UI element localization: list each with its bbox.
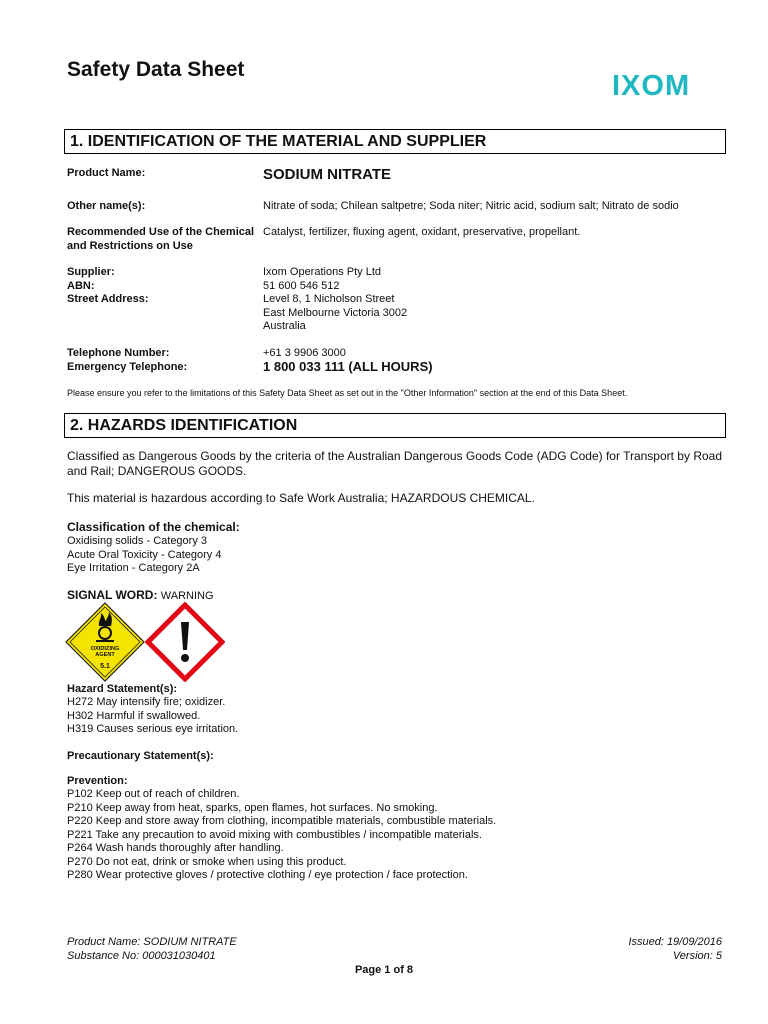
prevention-statement: P221 Take any precaution to avoid mixing with combustibles / incompatible materials.	[67, 828, 482, 841]
emergency-telephone-value: 1 800 033 111 (ALL HOURS)	[263, 359, 433, 374]
ixom-logo: IXOM	[612, 70, 691, 102]
street-address-label: Street Address:	[67, 293, 149, 305]
footer-issued-date: Issued: 19/09/2016	[628, 936, 722, 948]
classification-list	[67, 535, 221, 576]
signal-word	[67, 588, 214, 602]
address-line: Australia	[263, 320, 306, 332]
recommended-use-label-line: Recommended Use of the Chemical	[67, 226, 255, 238]
limitations-note: Please ensure you refer to the limitations of this Safety Data Sheet as set out in the "Other Information" section at the end of this Data Sheet.	[67, 388, 628, 398]
pictogram-text-oxidizing: OXIDIZING	[90, 646, 120, 652]
prevention-statement: P102 Keep out of reach of children.	[67, 788, 240, 800]
address-line: Level 8, 1 Nicholson Street	[263, 293, 395, 305]
prevention-statement: P264 Wash hands thoroughly after handling.	[67, 842, 284, 854]
telephone-labels	[67, 347, 187, 374]
abn-label: ABN:	[67, 279, 95, 292]
footer-issue-info	[628, 936, 722, 963]
section-1-heading: 1. IDENTIFICATION OF THE MATERIAL AND SUPPLIER	[64, 129, 726, 154]
recommended-use-value: Catalyst, fertilizer, fluxing agent, oxidant, preservative, propellant.	[263, 226, 581, 238]
hazard-statement: H302 Harmful if swallowed.	[67, 709, 201, 722]
prevention-statement: P210 Keep away from heat, sparks, open flames, hot surfaces. No smoking.	[67, 801, 438, 814]
footer-product-name: Product Name: SODIUM NITRATE	[67, 936, 237, 948]
abn-value: 51 600 546 512	[263, 279, 340, 292]
dangerous-goods-paragraph: Classified as Dangerous Goods by the criteria of the Australian Dangerous Goods Code (ADG Code) for Transport by Road and Rail; DANGEROUS GOODS.	[67, 449, 723, 478]
classification-heading: Classification of the chemical:	[67, 520, 240, 534]
signal-word-label: SIGNAL WORD:	[67, 588, 158, 602]
hazard-statement: H272 May intensify fire; oxidizer.	[67, 696, 226, 708]
product-name-value: SODIUM NITRATE	[263, 166, 392, 183]
footer-substance-no: Substance No: 000031030401	[67, 949, 216, 962]
prevention-heading: Prevention:	[67, 775, 128, 787]
supplier-values	[263, 266, 407, 334]
footer-version: Version: 5	[672, 949, 722, 962]
pictogram-text-agent: AGENT	[95, 652, 115, 658]
hazard-statements-heading: Hazard Statement(s):	[67, 683, 178, 695]
recommended-use-label	[67, 226, 254, 253]
telephone-label: Telephone Number:	[67, 347, 170, 359]
signal-word-value: WARNING	[160, 590, 214, 602]
prevention-list	[67, 788, 496, 883]
other-names-label: Other name(s):	[67, 200, 146, 212]
prevention-statement: P220 Keep and store away from clothing, incompatible materials, combustible materials.	[67, 815, 497, 827]
section-2-heading: 2. HAZARDS IDENTIFICATION	[64, 413, 726, 438]
prevention-statement: P270 Do not eat, drink or smoke when using this product.	[67, 855, 347, 868]
address-line: East Melbourne Victoria 3002	[263, 306, 408, 319]
telephone-value: +61 3 9906 3000	[263, 347, 346, 359]
prevention-statement: P280 Wear protective gloves / protective clothing / eye protection / face protection.	[67, 869, 468, 881]
supplier-labels	[67, 266, 149, 307]
hazardous-chemical-paragraph: This material is hazardous according to Safe Work Australia; HAZARDOUS CHEMICAL.	[67, 491, 535, 505]
exclamation-pictogram	[145, 602, 225, 682]
supplier-value: Ixom Operations Pty Ltd	[263, 266, 381, 278]
emergency-telephone-label: Emergency Telephone:	[67, 360, 188, 373]
footer-product-info	[67, 936, 237, 963]
classification-item: Oxidising solids - Category 3	[67, 535, 208, 547]
other-names-value: Nitrate of soda; Chilean saltpetre; Soda niter; Nitric acid, sodium salt; Nitrato de sodio	[263, 200, 679, 212]
classification-item: Acute Oral Toxicity - Category 4	[67, 548, 222, 561]
hazard-statements-list	[67, 696, 238, 737]
document-title: Safety Data Sheet	[67, 58, 245, 81]
oxidizing-agent-pictogram	[65, 602, 145, 682]
product-name-label: Product Name:	[67, 167, 146, 179]
supplier-label: Supplier:	[67, 266, 115, 278]
precautionary-heading: Precautionary Statement(s):	[67, 750, 214, 762]
recommended-use-label-line: and Restrictions on Use	[67, 239, 193, 252]
hazard-statement: H319 Causes serious eye irritation.	[67, 723, 239, 735]
pictogram-text-class: 5.1	[100, 663, 110, 670]
classification-item: Eye Irritation - Category 2A	[67, 562, 200, 574]
page-number: Page 1 of 8	[354, 964, 414, 976]
